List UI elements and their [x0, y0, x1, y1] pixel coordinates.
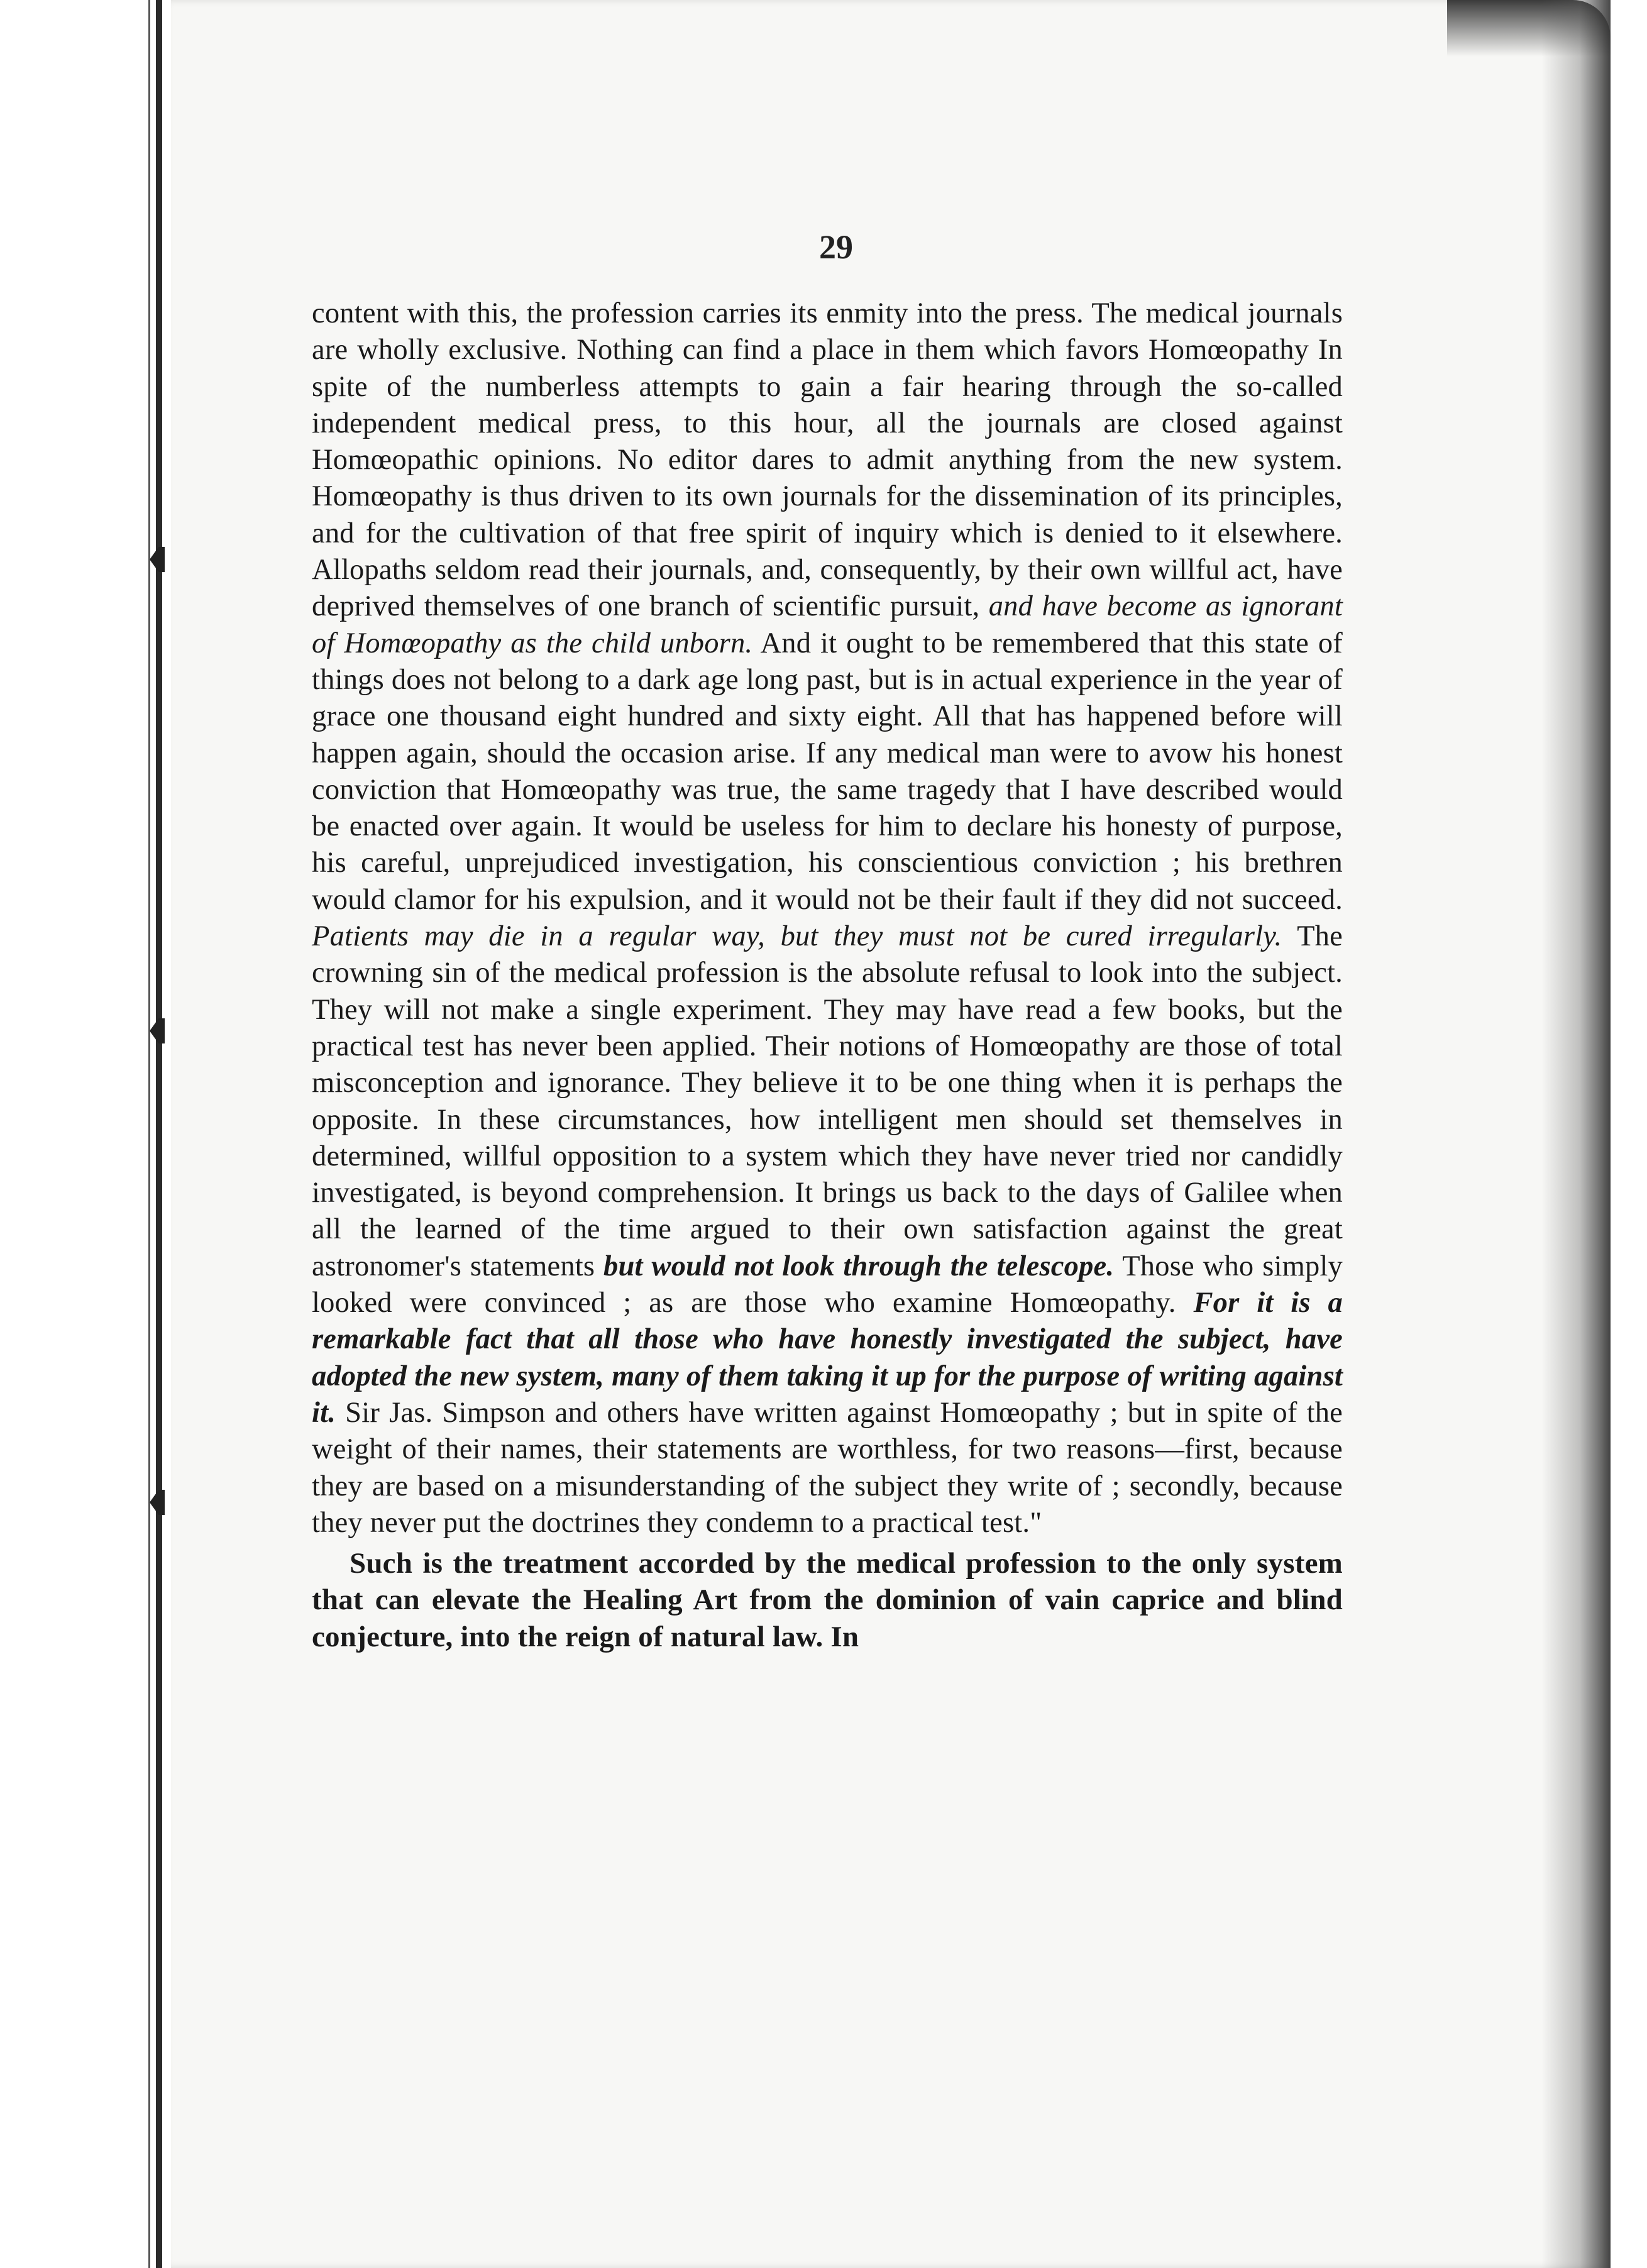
- text-segment: Such is the treatment accorded by the medical profession to the only system that can elevate the Healing Art from the dominion of vain caprice and blind conjecture, into the reign of natural law. In: [312, 1547, 1343, 1653]
- binding-thread-mark: [150, 1018, 165, 1043]
- binding-thread-mark: [150, 1490, 165, 1515]
- italic-text-segment: Patients may die in a regular way, but they must not be cured irregularly.: [312, 920, 1282, 953]
- text-segment: content with this, the profession carries its enmity into the press. The medical journals are wholly exclusive. Nothing can find a place in them which favors Homœopathy In spite of the numberless attempts to gain a fair hearing through the so-called independent medical press, to this hour, all the journals are closed against Homœopathic opinions. No editor dares to admit anything from the new system. Homœopathy is thus driven to its own journals for the dissemination of its principles, and for the cultivation of that free spirit of inquiry which is denied to it elsewhere. Allopaths seldom read their journals, and, consequently, by their own willful act, have deprived themselves of one branch of scientific pursuit,: [312, 297, 1343, 623]
- text-segment: Those who simply looked were convinced ; as are those who examine Homœopathy.: [312, 1250, 1343, 1319]
- page-number: 29: [819, 228, 853, 266]
- page-edge-shadow: [1541, 0, 1611, 2268]
- spine-edge-line: [148, 0, 150, 2268]
- text-segment: The crowning sin of the medical profession is the absolute refusal to look into the subject. They will not make a single experiment. They may have read a few books, but the practical test has never been applied. Their notions of Homœopathy are those of total misconception and ignorance. They believe it to be one thing when it is perhaps the opposite. In these circumstances, how intelligent men should set themselves in determined, willful opposition to a system which they have never tried nor candidly investigated, is beyond comprehension. It brings us back to the days of Galilee when all the learned of the time argued to their own satisfaction against the great astronomer's statements: [312, 920, 1343, 1282]
- bold-italic-text-segment: but would not look through the telescope.: [603, 1250, 1115, 1282]
- paragraph: [312, 1545, 1343, 1655]
- text-segment: And it ought to be remembered that this state of things does not belong to a dark age long past, but is in actual experience in the year of grace one thousand eight hundred and sixty eight. All that has happened before will happen again, should the occasion arise. If any medical man were to avow his honest conviction that Homœopathy was true, the same tragedy that I have described would be enacted over again. It would be useless for him to declare his honesty of purpose, his careful, unprejudiced investigation, his conscientious conviction ; his brethren would clamor for his expulsion, and it would not be their fault if they did not succeed.: [312, 627, 1343, 916]
- book-spine: [0, 0, 170, 2268]
- paragraph: [312, 295, 1343, 1541]
- body-text: [312, 295, 1343, 1655]
- text-segment: Sir Jas. Simpson and others have written against Homœopathy ; but in spite of the weight of their names, their statements are worthless, for two reasons—first, because they are based on a misunderstanding of the subject they write of ; secondly, because they never put the doctrines they condemn to a practical test.": [312, 1396, 1343, 1539]
- binding-thread-mark: [150, 547, 165, 572]
- bold-italic-text-segment: For it is a remarkable fact that all those who have honestly investigated the subject, have adopted the new system, many of them taking it up for the purpose of writing against it.: [312, 1287, 1343, 1429]
- italic-text-segment: and have become as ignorant of Homœopathy as the child unborn.: [312, 590, 1343, 659]
- spine-binding: [156, 0, 162, 2268]
